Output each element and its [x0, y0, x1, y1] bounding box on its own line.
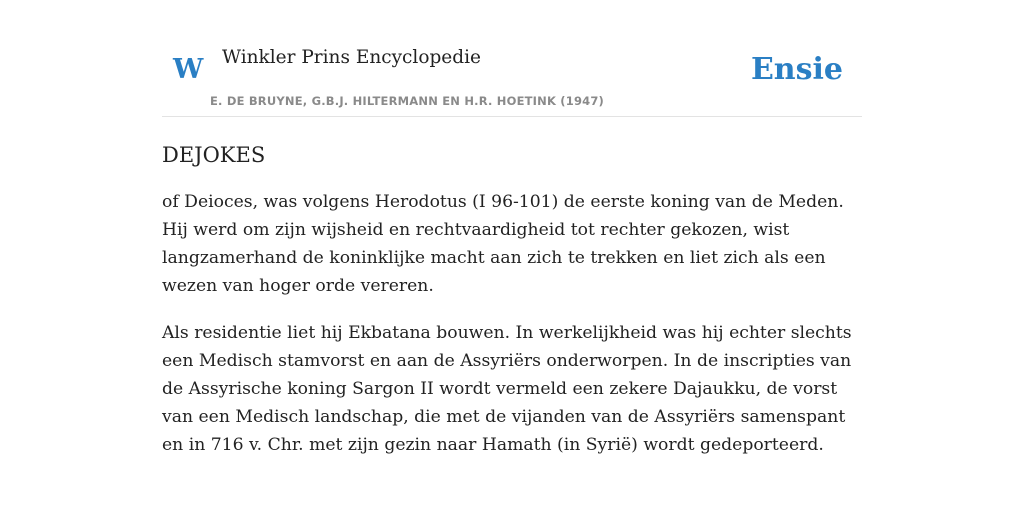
entry-paragraph: of Deioces, was volgens Herodotus (I 96-101) de eerste koning van de Meden. Hij werd om zijn wijsheid en rechtvaardigheid tot rechter gekozen, wist langzamerhand de koninklijke macht aan zich te trekken en liet zich als een wezen van hoger orde vereren. — [162, 192, 844, 296]
source-title-link[interactable]: Winkler Prins Encyclopedie — [222, 47, 481, 68]
entry-paragraph: Als residentie liet hij Ekbatana bouwen. In werkelijkheid was hij echter slechts een Medisch stamvorst en aan de Assyriërs onderworpen. In de inscripties van de Assyrische koning Sargon II wordt vermeld een zekere Dajaukku, de vorst van een Medisch landschap, die met de vijanden van de Assyriërs samenspant en in 716 v. Chr. met zijn gezin naar Hamath (in Syrië) wordt gedeporteerd. — [162, 323, 852, 455]
source-logo[interactable]: W — [173, 54, 204, 85]
ensie-logo[interactable]: Ensie — [750, 52, 843, 87]
entry-content — [162, 138, 862, 478]
source-authors: E. DE BRUYNE, G.B.J. HILTERMANN EN H.R. HOETINK (1947) — [210, 94, 605, 108]
source-header — [162, 0, 862, 117]
entry-title: DEJOKES — [162, 143, 266, 167]
